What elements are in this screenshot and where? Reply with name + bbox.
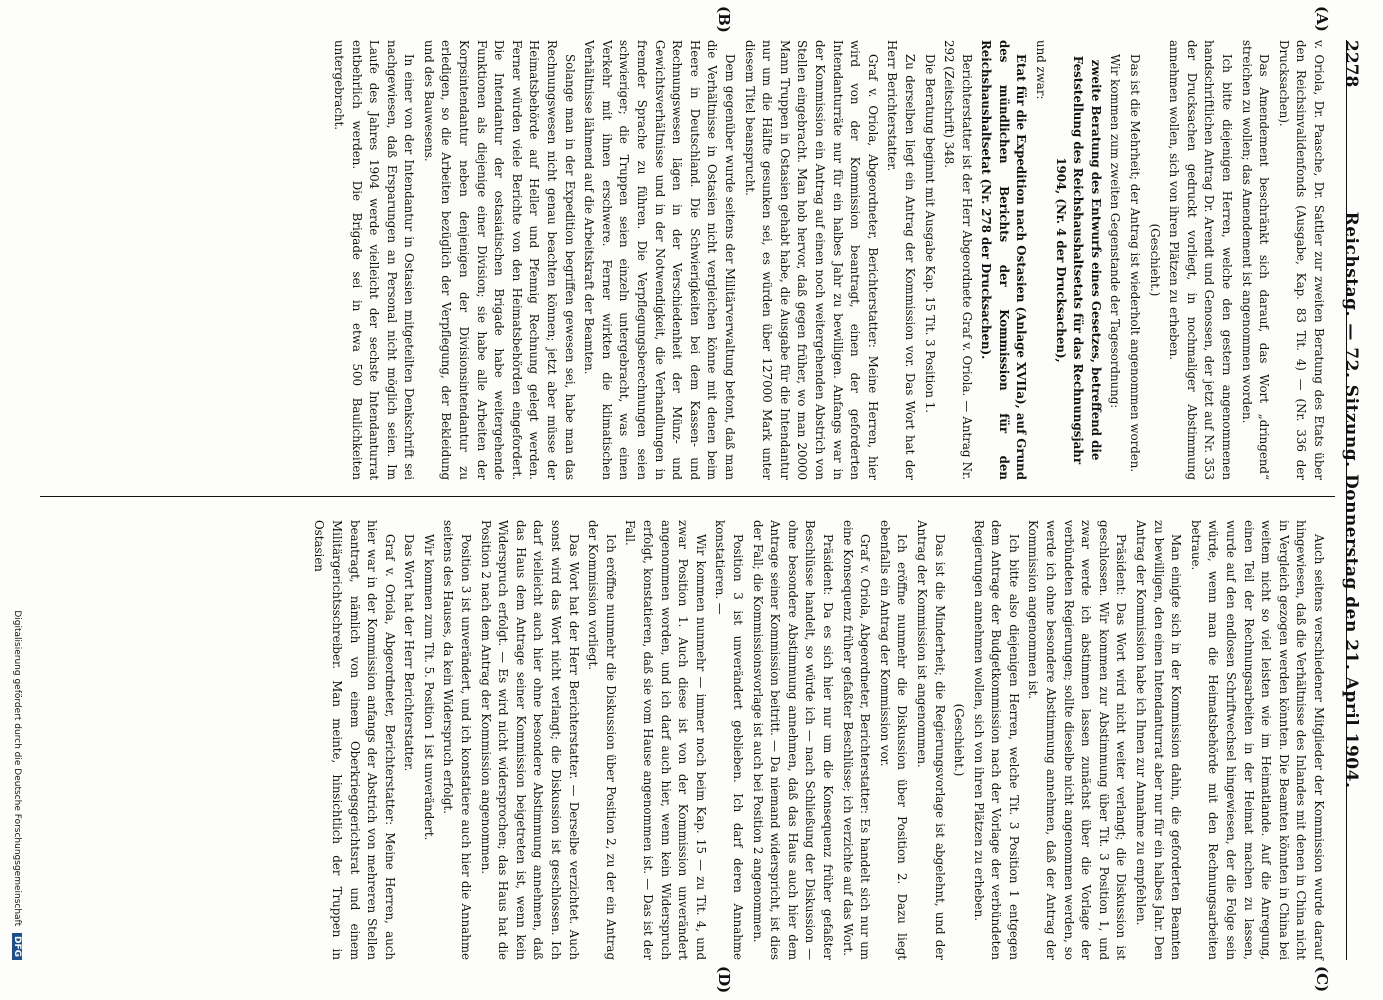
- header-rule: [1346, 40, 1347, 960]
- paragraph: v. Oriola, Dr. Paasche, Dr. Sattler zur zweiten Beratung des Etats über den Reichsinvalidenfonds (Ausgabe, Kap. 83 Tit. 4) — (Nr. 336 der Drucksachen).: [1276, 40, 1326, 480]
- speech-paragraph: Präsident: Das Wort wird nicht weiter verlangt; die Diskussion ist geschlossen. Wir kommen zur Abstimmung über Tit. 3 Position 1, und zwar werde ich abstimmen lassen zunächst über die Vorlage der verbündeten Regierungen; sollte dieselbe nicht angenommen werden, so werde ich ohne besondere Abstimmung annehmen, daß der Antrag der Kommission angenommen ist.: [1026, 520, 1129, 960]
- paragraph: Ich bitte diejenigen Herren, welche den gestern angenommenen handschriftlichen Antrag Dr. Arendt und Genossen, der jetzt auf Nr. 353 der Drucksachen gedruckt vorliegt, in nochmaliger Abstimmung annehmen wollen, sich von ihren Plätzen zu erheben.: [1167, 40, 1235, 480]
- paragraph: Das Wort hat der Herr Berichterstatter.: [402, 534, 417, 772]
- marker-d: (D): [715, 966, 733, 994]
- paragraph: Das ist die Mehrheit; der Antrag ist wiederholt angenommen worden.: [1128, 54, 1143, 473]
- paragraph: Solange man in der Expedition begriffen gewesen sei, habe man das Rechnungswesen nicht genau beachten können; jetzt aber müsse der Heimatsbehörde auf Heller und Pfennig Rechnung gelegt werden. Ferner würden viele Berichte von den Heimatsbehörden eingefordert. Die Intendantur der ostasiatischen Brigade habe weitergehende Funktionen als diejenige einer Division; sie habe alle Arbeiten der Korpsintendantur neben denjenigen der Divisionsintendantur zu erledigen, so die Arbeiten bezüglich der Verpflegung, der Bekleidung und des Bauwesens.: [421, 40, 577, 480]
- paragraph: Zu derselben liegt ein Antrag der Kommission vor. Das Wort hat der Herr Berichterstatter.: [885, 40, 917, 480]
- speech-paragraph: Graf v. Oriola, Abgeordneter, Berichterstatter: Meine Herren, auch hier war in der Kommission anfangs der Abstrich von mehreren Stellen beantragt, nämlich von einem Oberkriegsgerichtsrat und einem Militärgerichtsschreiber. Man meinte, hinsichtlich der Truppen in Ostasien: [312, 520, 397, 960]
- paragraph: Wir kommen nunmehr — immer noch beim Kap. 15 — zu Tit. 4, und zwar Position 1. Auch diese ist von der Kommission unverändert angenommen worden, und ich darf auch hier, wenn kein Widerspruch erfolgt, konstatieren, daß sie vom Hause angenommen ist. — Das ist der Fall.: [623, 520, 708, 960]
- paragraph: Berichterstatter ist der Herr Abgeordnete Graf v. Oriola. — Antrag Nr. 292 (Zeitschrift) 348.: [942, 40, 974, 480]
- left-column: [327, 40, 1327, 480]
- paragraph: und zwar:: [1034, 40, 1049, 100]
- paragraph: Die Beratung beginnt mit Ausgabe Kap. 15 Tit. 3 Position 1.: [922, 54, 937, 413]
- paragraph: Man einigte sich in der Kommission dahin, die geforderten Beamten zu bewilligen, den einen Intendanturrat aber nur für ein halbes Jahr. Den Antrag der Kommission habe ich Ihnen zur Annahme zu empfehlen.: [1134, 520, 1184, 960]
- paragraph: Auch seitens verschiedener Mitglieder der Kommission wurde darauf hingewiesen, daß die Verhältnisse des Inlandes mit denen in China nicht in Vergleich gezogen werden könnten. Die Beamten könnten in China bei weitem nicht so viel leisten wie im Heimatlande. Auf die Anregung, einen Teil der Rechnungsarbeiten in der Heimat machen zu lassen, wurde auf den endlosen Schriftwechsel hingewiesen, der die Folge sein würde, wenn man die Heimatsbehörde mit den Rechnungsarbeiten betraue.: [1188, 520, 1326, 960]
- speech-paragraph: Graf v. Oriola, Abgeordneter, Berichterstatter: Meine Herren, hier wird von der Kommission beantragt, einen der geforderten Intendanturräte nur für ein halbes Jahr zu bewilligen. Anfangs war in der Kommission ein Antrag auf einen noch weitergehenden Abstrich von Stellen eingebracht. Man hob hervor, daß gegen früher, wo man 20000 Mann Truppen in Ostasien gehabt habe, die Ausgabe für die Intendantur nur um die Hälfte gesunken sei, es würden über 127000 Mark unter diesem Titel beansprucht.: [742, 40, 880, 480]
- marker-c: (C): [1313, 966, 1331, 993]
- paragraph: Ich eröffne nunmehr die Diskussion über Position 2. Dazu liegt ebenfalls ein Antrag der Kommission vor.: [877, 520, 910, 960]
- stage-direction: (Geschieht.): [1147, 223, 1162, 297]
- agenda-item: zweite Beratung des Entwurfs eines Gesetzes, betreffend die Feststellung des Reichshaushaltsetats für das Rechnungsjahr 1904, (Nr. 4 der Drucksachen),: [1053, 55, 1103, 465]
- digitization-credit: [12, 0, 22, 1000]
- paragraph: Das Amendement beschränkt sich darauf, das Wort „dringend“ streichen zu wollen; das Amendement ist angenommen worden.: [1239, 40, 1272, 480]
- paragraph: Ich bitte also diejenigen Herren, welche Tit. 3 Position 1 entgegen dem Antrage der Budgetkommission nach der Vorlage der verbündeten Regierungen annehmen wollen, sich von ihren Plätzen zu erheben.: [971, 520, 1021, 960]
- page-number: 2278: [1341, 40, 1361, 88]
- paragraph: Wir kommen zum Tit. 5. Position 1 ist unverändert.: [421, 534, 436, 841]
- paragraph: Wir kommen zum zweiten Gegenstande der Tagesordnung:: [1108, 54, 1123, 409]
- paragraph: Das Wort hat der Herr Berichterstatter. — Derselbe verzichtet. Auch sonst wird das Wort nicht verlangt; die Diskussion ist geschlossen. Ich darf vielleicht auch hier ohne besondere Abstimmung annehmen, daß das Haus dem Antrage seiner Kommission beigetreten ist, wenn kein Widerspruch erfolgt. — Es wird nicht widersprochen; das Haus hat die Position 2 nach dem Antrag der Kommission angenommen.: [478, 520, 581, 960]
- column-separator: [40, 496, 1335, 497]
- right-column: [308, 520, 1327, 960]
- paragraph: Position 3 ist unverändert, und ich konstatiere auch hier die Annahme seitens des Hauses, da kein Widerspruch erfolgt.: [441, 520, 474, 960]
- running-head: Reichstag. — 72. Sitzung. Donnerstag den 21. April 1904.: [1341, 211, 1361, 789]
- speech-paragraph: Präsident: Da es sich hier nur um die Konsequenz früher gefaßter Beschlüsse handelt, so würde ich — nach Schließung der Diskussion — ohne besondere Abstimmung annehmen, daß das Haus auch hier dem Antrage seiner Kommission beitritt. — Da niemand widerspricht, ist dies der Fall; die Kommissionsvorlage ist auch bei Position 2 angenommen.: [750, 520, 835, 960]
- paragraph: Position 3 ist unverändert geblieben. Ich darf deren Annahme konstatieren. —: [713, 520, 745, 960]
- paragraph: In einer von der Intendantur in Ostasien mitgeteilten Denkschrift sei nachgewiesen, daß Ersparungen an Personal nicht möglich seien. Im Laufe des Jahres 1904 werde vielleicht der sechste Intendanturrat entbehrlich werden. Die Brigade sei in etwa 500 Baulichkeiten untergebracht.: [331, 40, 417, 480]
- page-header: [1337, 40, 1371, 960]
- marker-a: (A): [1313, 6, 1331, 32]
- marker-b: (B): [715, 6, 733, 33]
- paragraph: Dem gegenüber wurde seitens der Militärverwaltung betont, daß man die Verhältnisse in Ostasien nicht vergleichen könne mit denen beim Heere in Deutschland. Die Schwierigkeiten bei dem Kassen- und Rechnungswesen lägen in der Verschiedenheit der Münz- und Gewichtsverhältnisse und in der Notwendigkeit, die Verhandlungen in fremder Sprache zu führen. Die Verpflegungsberechnungen seien schwieriger; die Truppen seien einzeln untergebracht, was einen Verkehr mit ihnen erschwere. Ferner wirkten die klimatischen Verhältnisse lähmend auf die Arbeitskraft der Beamten.: [582, 40, 737, 480]
- paragraph: Das ist die Minderheit; die Regierungsvorlage ist abgelehnt, und der Antrag der Kommission ist angenommen.: [914, 520, 947, 960]
- dfg-logo: DFG: [12, 933, 22, 960]
- section-heading: Etat für die Expedition nach Ostasien (Anlage XVIIa), auf Grund des mündlichen Berichts der Kommission für den Reichshaushaltsetat (Nr. 278 der Drucksachen).: [979, 40, 1029, 480]
- credit-text: Digitalisierung gefördert durch die Deutsche Forschungsgemeinschaft: [12, 610, 22, 927]
- stage-direction: (Geschieht.): [952, 703, 967, 777]
- speech-paragraph: Graf v. Oriola, Abgeordneter, Berichterstatter: Es handelt sich nur um eine Konsequenz früher gefaßter Beschlüsse; ich verzichte auf das Wort.: [840, 520, 873, 960]
- paragraph: Ich eröffne nunmehr die Diskussion über Position 2, zu der ein Antrag der Kommission vorliegt.: [586, 520, 618, 960]
